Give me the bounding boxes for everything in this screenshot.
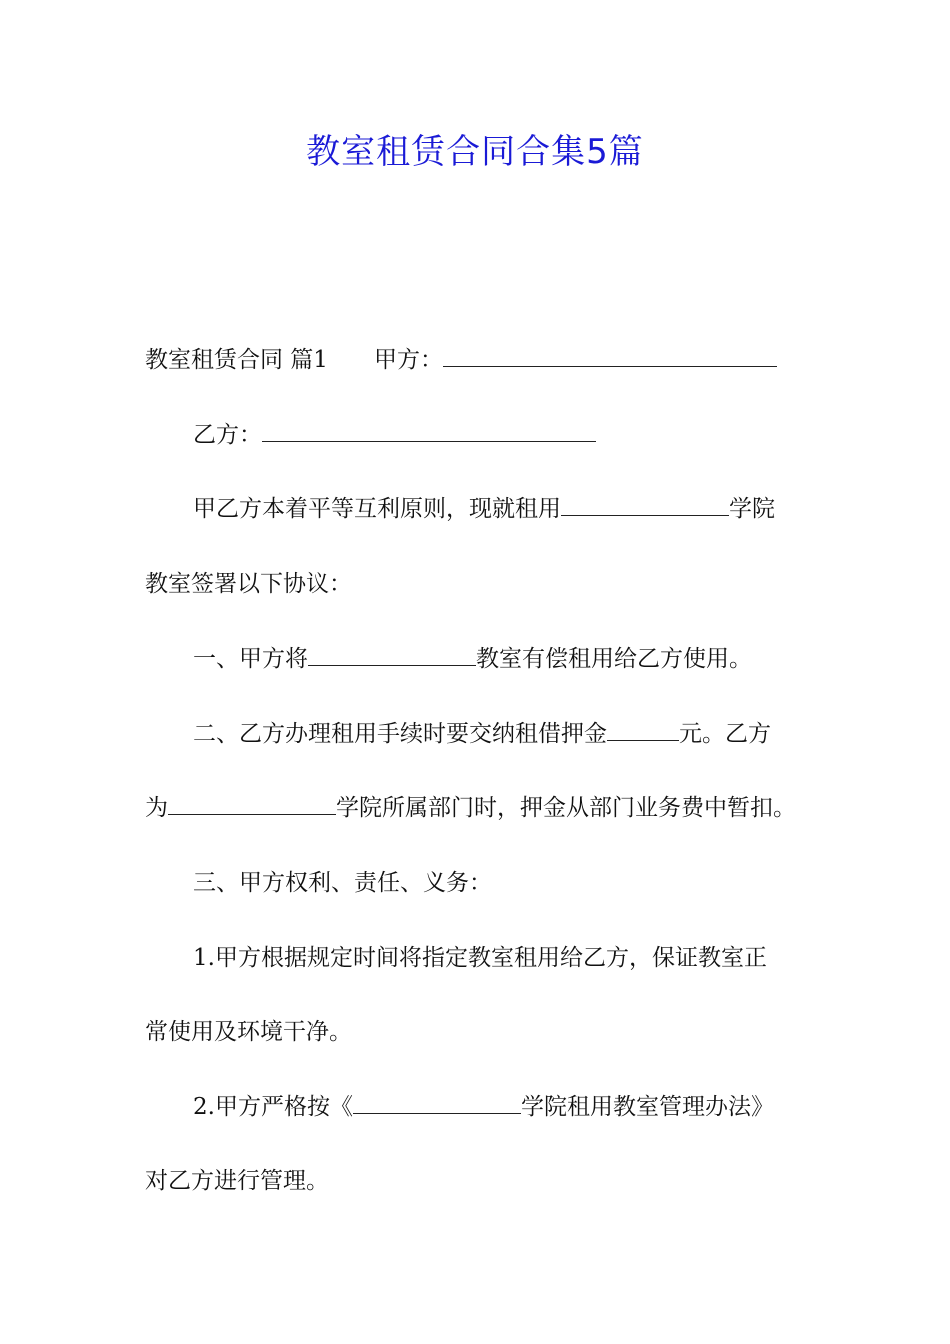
- paragraph-intro-line2: [145, 568, 825, 600]
- party-b-label: 乙方：: [193, 422, 262, 448]
- paragraph-text: 元。乙方: [679, 721, 771, 747]
- party-a-blank: [443, 344, 777, 367]
- paragraph-text: 甲乙方本着平等互利原则，现就租用: [193, 496, 561, 522]
- contract-header-line: [145, 344, 825, 376]
- paragraph-text: 教室有偿租用给乙方使用。: [476, 646, 752, 672]
- paragraph-text: 学院所属部门时，押金从部门业务费中暂扣。: [336, 795, 796, 821]
- college-blank-2: [168, 792, 336, 815]
- clause-1-line: [193, 643, 873, 675]
- contract-label: 教室租赁合同 篇1: [145, 347, 328, 373]
- paragraph-text: 学院租用教室管理办法》: [520, 1094, 774, 1120]
- clause-3-1-line1: [193, 942, 873, 974]
- deposit-blank: [607, 718, 679, 741]
- clause-3-2-line2: [145, 1165, 825, 1197]
- document-title: 教室租赁合同合集5篇: [306, 132, 644, 172]
- paragraph-text: 学院: [729, 496, 775, 522]
- paragraph-text: 为: [145, 795, 168, 821]
- paragraph-text: 2.甲方严格按《: [193, 1094, 353, 1120]
- clause-2-line2: [145, 792, 825, 824]
- paragraph-text: 对乙方进行管理。: [145, 1168, 329, 1194]
- regulation-blank: [353, 1091, 521, 1114]
- party-a-label: 甲方：: [373, 347, 443, 373]
- clause-2-line1: [193, 718, 873, 750]
- classroom-blank: [308, 643, 476, 666]
- paragraph-text: 1.甲方根据规定时间将指定教室租用给乙方，保证教室正: [193, 945, 767, 971]
- party-b-blank: [262, 419, 596, 442]
- paragraph-intro-line1: [193, 493, 873, 525]
- college-blank: [561, 493, 729, 516]
- party-b-line: [193, 419, 873, 451]
- paragraph-text: 常使用及环境干净。: [145, 1019, 352, 1045]
- clause-3-2-line1: [193, 1091, 873, 1123]
- paragraph-text: 一、甲方将: [193, 646, 308, 672]
- paragraph-text: 二、乙方办理租用手续时要交纳租借押金: [193, 721, 607, 747]
- paragraph-text: 教室签署以下协议：: [145, 571, 352, 597]
- clause-3-1-line2: [145, 1016, 825, 1048]
- clause-3-heading: [193, 867, 873, 899]
- paragraph-text: 三、甲方权利、责任、义务：: [193, 870, 492, 896]
